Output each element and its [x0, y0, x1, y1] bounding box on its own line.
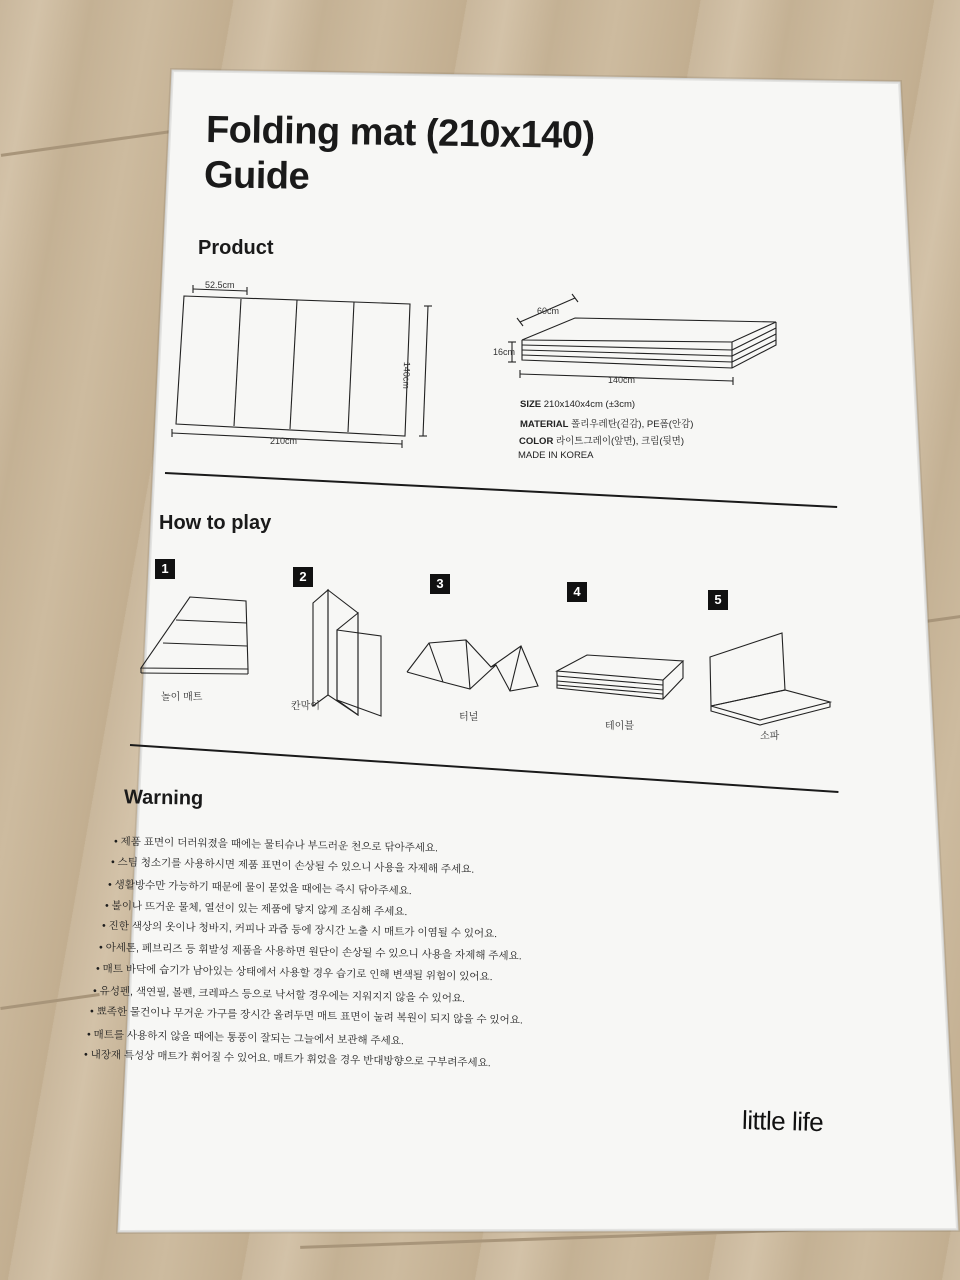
partition-illustration	[313, 590, 381, 716]
warning-item: • 유성펜, 색연필, 볼펜, 크레파스 등으로 낙서할 경우에는 지워지지 않을 수 있어요.	[92, 985, 466, 1005]
warning-item: • 매트 바닥에 습기가 남아있는 상태에서 사용할 경우 습기로 인해 변색될 위험이 있어요.	[95, 962, 493, 984]
warning-item: • 매트를 사용하지 않을 때에는 통풍이 잘되는 그늘에서 보관해 주세요.	[86, 1028, 404, 1048]
step-3-label: 터널	[459, 712, 479, 723]
table-illustration	[557, 655, 683, 699]
step-1-badge: 1	[155, 559, 175, 579]
spec-material-value: 폴리우레탄(겉감), PE폼(안감)	[571, 419, 694, 430]
step-2-badge: 2	[293, 567, 313, 587]
spec-material-key: MATERIAL	[520, 419, 569, 430]
step-5-label: 소파	[760, 731, 780, 742]
step-1-label: 놀이 매트	[161, 692, 203, 703]
tunnel-illustration	[407, 640, 538, 691]
product-heading: Product	[198, 237, 274, 259]
stack-length-label: 140cm	[608, 375, 636, 385]
how-to-play-heading: How to play	[159, 512, 272, 534]
stack-depth-label: 60cm	[537, 306, 560, 316]
warning-item: • 생활방수만 가능하기 때문에 물이 묻었을 때에는 즉시 닦아주세요.	[107, 878, 412, 898]
warning-item: • 아세톤, 페브리즈 등 휘발성 제품을 사용하면 원단이 손상될 수 있으니 사용을 자제해 주세요.	[98, 941, 522, 963]
flat-length-label: 210cm	[270, 436, 298, 446]
warning-heading: Warning	[123, 786, 204, 810]
stack-height-label: 16cm	[493, 347, 516, 357]
step-2-label: 칸막이	[291, 701, 320, 712]
brand-logo: little life	[741, 1104, 824, 1138]
spec-color-value: 라이트그레이(앞면), 크림(뒷면)	[555, 436, 685, 447]
sofa-illustration	[710, 633, 830, 725]
warning-item: • 뾰족한 물건이나 무거운 가구를 장시간 올려두면 매트 표면이 눌려 복원이 되지 않을 수 있어요.	[89, 1005, 523, 1027]
spec-size-key: SIZE	[520, 399, 542, 410]
warning-item: • 스팀 청소기를 사용하시면 제품 표면이 손상될 수 있으니 사용을 자제해 주세요.	[110, 856, 475, 876]
warning-item: • 불이나 뜨거운 물체, 열선이 있는 제품에 닿지 않게 조심해 주세요.	[104, 899, 408, 919]
play-mat-illustration	[141, 597, 248, 674]
warning-item: • 내장재 특성상 매트가 휘어질 수 있어요. 매트가 휘었을 경우 반대방향으로 구부려주세요.	[83, 1048, 491, 1070]
step-4-badge: 4	[567, 582, 587, 602]
step-4-label: 테이블	[605, 721, 634, 732]
spec-size-value: 210x140x4cm (±3cm)	[543, 399, 636, 410]
flat-height-label: 140cm	[401, 361, 412, 389]
page-title-line2: Guide	[203, 154, 310, 198]
spec-color-key: COLOR	[519, 436, 554, 447]
warning-item: • 제품 표면이 더러워졌을 때에는 물티슈나 부드러운 천으로 닦아주세요.	[113, 835, 439, 855]
warning-item: • 진한 색상의 옷이나 청바지, 커피나 과즙 등에 장시간 노출 시 매트가 이염될 수 있어요.	[101, 919, 498, 941]
step-3-badge: 3	[430, 574, 450, 594]
flat-width-label: 52.5cm	[205, 280, 235, 290]
made-in-label: MADE IN KOREA	[518, 450, 594, 461]
page-title-line1: Folding mat (210x140)	[205, 108, 595, 158]
step-5-badge: 5	[708, 590, 728, 610]
